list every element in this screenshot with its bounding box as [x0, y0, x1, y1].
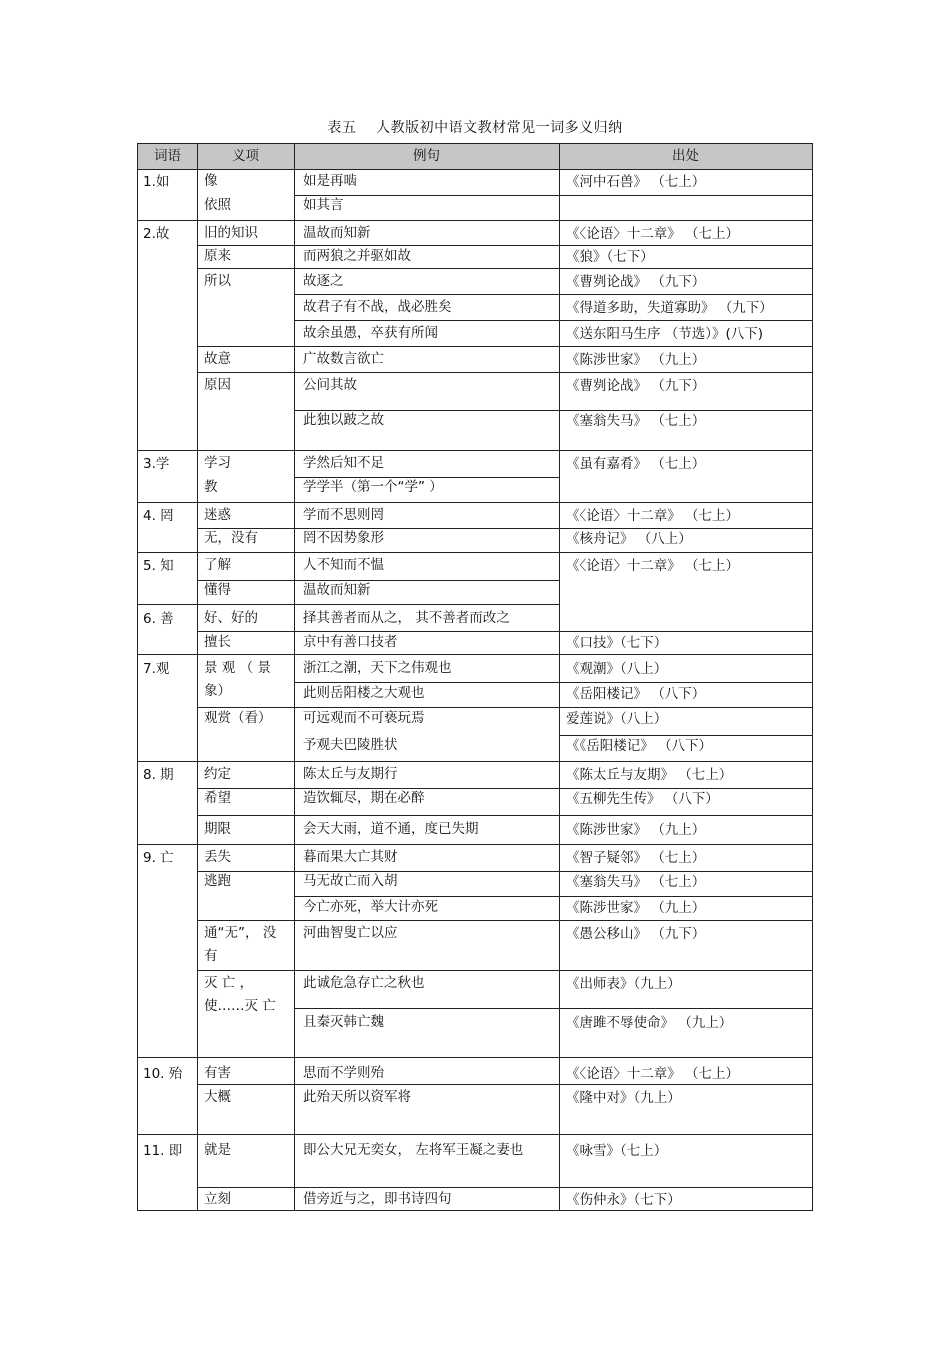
- meaning-cell: 希望: [204, 790, 231, 806]
- source-cell: 《核舟记》 （八上）: [566, 531, 692, 547]
- meaning-cell: 立刻: [204, 1191, 231, 1207]
- source-cell: 《隆中对》（九上）: [566, 1090, 681, 1106]
- source-cell: 《得道多助，失道寡助》 （九下）: [566, 300, 773, 316]
- meaning-cell: 旧的知识: [204, 225, 258, 241]
- word-cell: 10. 殆: [143, 1066, 183, 1082]
- example-cell: 借旁近与之，即书诗四句: [303, 1191, 452, 1207]
- polysemy-table: [137, 143, 813, 1211]
- example-cell: 会天大雨，道不通，度已失期: [303, 821, 479, 837]
- meaning-cell: 学习: [204, 455, 231, 471]
- example-cell: 温故而知新: [303, 225, 371, 241]
- example-cell: 人不知而不愠: [303, 557, 384, 573]
- meaning-cell: 无，没有: [204, 530, 258, 546]
- source-cell: 《〈论语〉十二章》 （七上）: [566, 226, 740, 242]
- meaning-cell: 丢失: [204, 849, 231, 865]
- meaning-cell: 有害: [204, 1065, 231, 1081]
- example-cell: 此独以跛之故: [303, 412, 384, 428]
- source-cell: 《狼》（七下）: [566, 249, 654, 265]
- row-divider: [197, 815, 812, 816]
- source-cell: 爱莲说》（八上）: [566, 711, 668, 727]
- row-divider: [138, 502, 812, 503]
- meaning-cell: 所以: [204, 273, 231, 289]
- example-cell: 陈太丘与友期行: [303, 766, 398, 782]
- word-cell: 9. 亡: [143, 850, 174, 866]
- example-cell: 择其善者而从之， 其不善者而改之: [303, 610, 510, 626]
- row-divider: [138, 220, 812, 221]
- word-cell: 4. 罔: [143, 508, 174, 524]
- meaning-cell: 通“无”， 没有: [204, 925, 277, 964]
- source-cell: 《曹刿论战》 （九下）: [566, 378, 706, 394]
- source-cell: 《岳阳楼记》 （八下）: [566, 686, 706, 702]
- example-cell: 马无故亡而入胡: [303, 873, 398, 889]
- meaning-cell: 了解: [204, 557, 231, 573]
- source-cell: 《〈论语〉十二章》 （七上）: [566, 1066, 740, 1082]
- example-cell: 且秦灭韩亡魏: [303, 1014, 384, 1030]
- example-cell: 故余虽愚，卒获有所闻: [303, 325, 438, 341]
- row-divider: [138, 1057, 812, 1058]
- column-divider: [559, 144, 560, 1210]
- source-cell: 《陈涉世家》 （九上）: [566, 352, 706, 368]
- table-title: 表五 人教版初中语文教材常见一词多义归纳: [327, 120, 623, 136]
- example-cell: 而两狼之并驱如故: [303, 248, 411, 264]
- header-meaning: 义项: [232, 148, 259, 164]
- meaning-cell: 逃跑: [204, 873, 231, 889]
- header-word: 词语: [154, 148, 181, 164]
- example-cell: 浙江之潮，天下之伟观也: [303, 660, 452, 676]
- example-cell: 暮而果大亡其财: [303, 849, 398, 865]
- source-cell: 《陈太丘与友期》 （七上）: [566, 767, 733, 783]
- word-cell: 11. 即: [143, 1143, 183, 1159]
- word-cell: 8. 期: [143, 767, 174, 783]
- row-divider: [138, 844, 812, 845]
- meaning-cell: 灭 亡 ， 使……灭 亡: [204, 975, 276, 1014]
- meaning-cell: 故意: [204, 351, 231, 367]
- word-cell: 1.如: [143, 174, 170, 190]
- example-cell: 河曲智叟亡以应: [303, 925, 398, 941]
- example-cell: 学然后知不足: [303, 455, 384, 471]
- row-divider: [138, 1134, 812, 1135]
- example-cell: 京中有善口技者: [303, 634, 398, 650]
- row-divider: [138, 604, 559, 605]
- word-cell: 3.学: [143, 456, 170, 472]
- row-divider: [294, 294, 812, 295]
- source-cell: 《送东阳马生序 （节选）》(八下): [566, 326, 764, 342]
- source-cell: 《虽有嘉肴》 （七上）: [566, 456, 706, 472]
- source-cell: 《〈论语〉十二章》 （七上）: [566, 558, 740, 574]
- meaning-cell: 约定: [204, 766, 231, 782]
- source-cell: 《愚公移山》 （九下）: [566, 926, 706, 942]
- row-divider: [138, 552, 812, 553]
- example-cell: 罔不因势象形: [303, 530, 384, 546]
- source-cell: 《五柳先生传》 （八下）: [566, 791, 719, 807]
- example-cell: 故逐之: [303, 273, 344, 289]
- example-cell: 温故而知新: [303, 582, 371, 598]
- row-divider: [138, 761, 812, 762]
- row-divider: [294, 320, 812, 321]
- example-cell: 如其言: [303, 197, 344, 213]
- meaning-cell: 期限: [204, 821, 231, 837]
- row-divider: [138, 654, 812, 655]
- meaning-cell: 景 观 （ 景 象）: [204, 660, 271, 699]
- meaning-cell: 原因: [204, 377, 231, 393]
- meaning-cell: 就是: [204, 1142, 231, 1158]
- row-divider: [197, 346, 812, 347]
- row-divider: [197, 268, 812, 269]
- example-cell: 故君子有不战，战必胜矣: [303, 299, 452, 315]
- source-cell: 《智子疑邻》 （七上）: [566, 850, 706, 866]
- example-cell: 造饮辄尽，期在必醉: [303, 790, 425, 806]
- table-header: [138, 144, 812, 170]
- meaning-cell: 懂得: [204, 582, 231, 598]
- source-cell: 《河中石兽》 （七上）: [566, 174, 706, 190]
- source-cell: 《伤仲永》（七下）: [566, 1192, 681, 1208]
- word-cell: 6. 善: [143, 611, 174, 627]
- example-cell: 予观夫巴陵胜状: [303, 737, 398, 753]
- meaning-cell: 擅长: [204, 634, 231, 650]
- header-example: 例句: [413, 148, 440, 164]
- row-divider: [197, 372, 812, 373]
- row-divider: [138, 450, 812, 451]
- source-cell: 《〈论语〉十二章》 （七上）: [566, 508, 740, 524]
- example-cell: 此诚危急存亡之秋也: [303, 975, 425, 991]
- meaning-cell: 好、好的: [204, 610, 258, 626]
- example-cell: 此则岳阳楼之大观也: [303, 685, 425, 701]
- example-cell: 即公大兄无奕女， 左将军王凝之妻也: [303, 1142, 524, 1158]
- source-cell: 《出师表》（九上）: [566, 976, 681, 992]
- meaning-cell: 迷惑: [204, 507, 231, 523]
- example-cell: 可远观而不可亵玩焉: [303, 710, 425, 726]
- source-cell: 《陈涉世家》 （九上）: [566, 900, 706, 916]
- example-cell: 学学半（第一个“学” ）: [303, 479, 443, 495]
- meaning-cell: 教: [204, 479, 218, 495]
- example-cell: 广故数言欲亡: [303, 351, 384, 367]
- word-cell: 7.观: [143, 661, 170, 677]
- header-source: 出处: [672, 148, 699, 164]
- example-cell: 今亡亦死，举大计亦死: [303, 899, 438, 915]
- example-cell: 思而不学则殆: [303, 1065, 384, 1081]
- meaning-cell: 原来: [204, 248, 231, 264]
- source-cell: 《口技》（七下）: [566, 635, 668, 651]
- example-cell: 学而不思则罔: [303, 507, 384, 523]
- source-cell: 《《岳阳楼记》 （八下）: [566, 738, 713, 754]
- meaning-cell: 观赏（看）: [204, 710, 272, 726]
- source-cell: 《塞翁失马》 （七上）: [566, 874, 706, 890]
- source-cell: 《唐雎不辱使命》 （九上）: [566, 1015, 733, 1031]
- source-cell: 《塞翁失马》 （七上）: [566, 413, 706, 429]
- meaning-cell: 依照: [204, 197, 231, 213]
- word-cell: 2.故: [143, 226, 170, 242]
- source-cell: 《观潮》（八上）: [566, 661, 668, 677]
- example-cell: 此殆天所以资军将: [303, 1089, 411, 1105]
- source-cell: 《陈涉世家》 （九上）: [566, 822, 706, 838]
- example-cell: 公问其故: [303, 377, 357, 393]
- column-divider: [197, 144, 198, 1210]
- column-divider: [294, 144, 295, 1210]
- word-cell: 5. 知: [143, 558, 174, 574]
- meaning-cell: 大概: [204, 1089, 231, 1105]
- meaning-cell: 像: [204, 173, 218, 189]
- row-divider: [197, 970, 812, 971]
- source-cell: 《咏雪》（七上）: [566, 1143, 668, 1159]
- row-divider: [294, 1008, 812, 1009]
- example-cell: 如是再啮: [303, 173, 357, 189]
- source-cell: 《曹刿论战》 （九下）: [566, 274, 706, 290]
- row-divider: [197, 920, 812, 921]
